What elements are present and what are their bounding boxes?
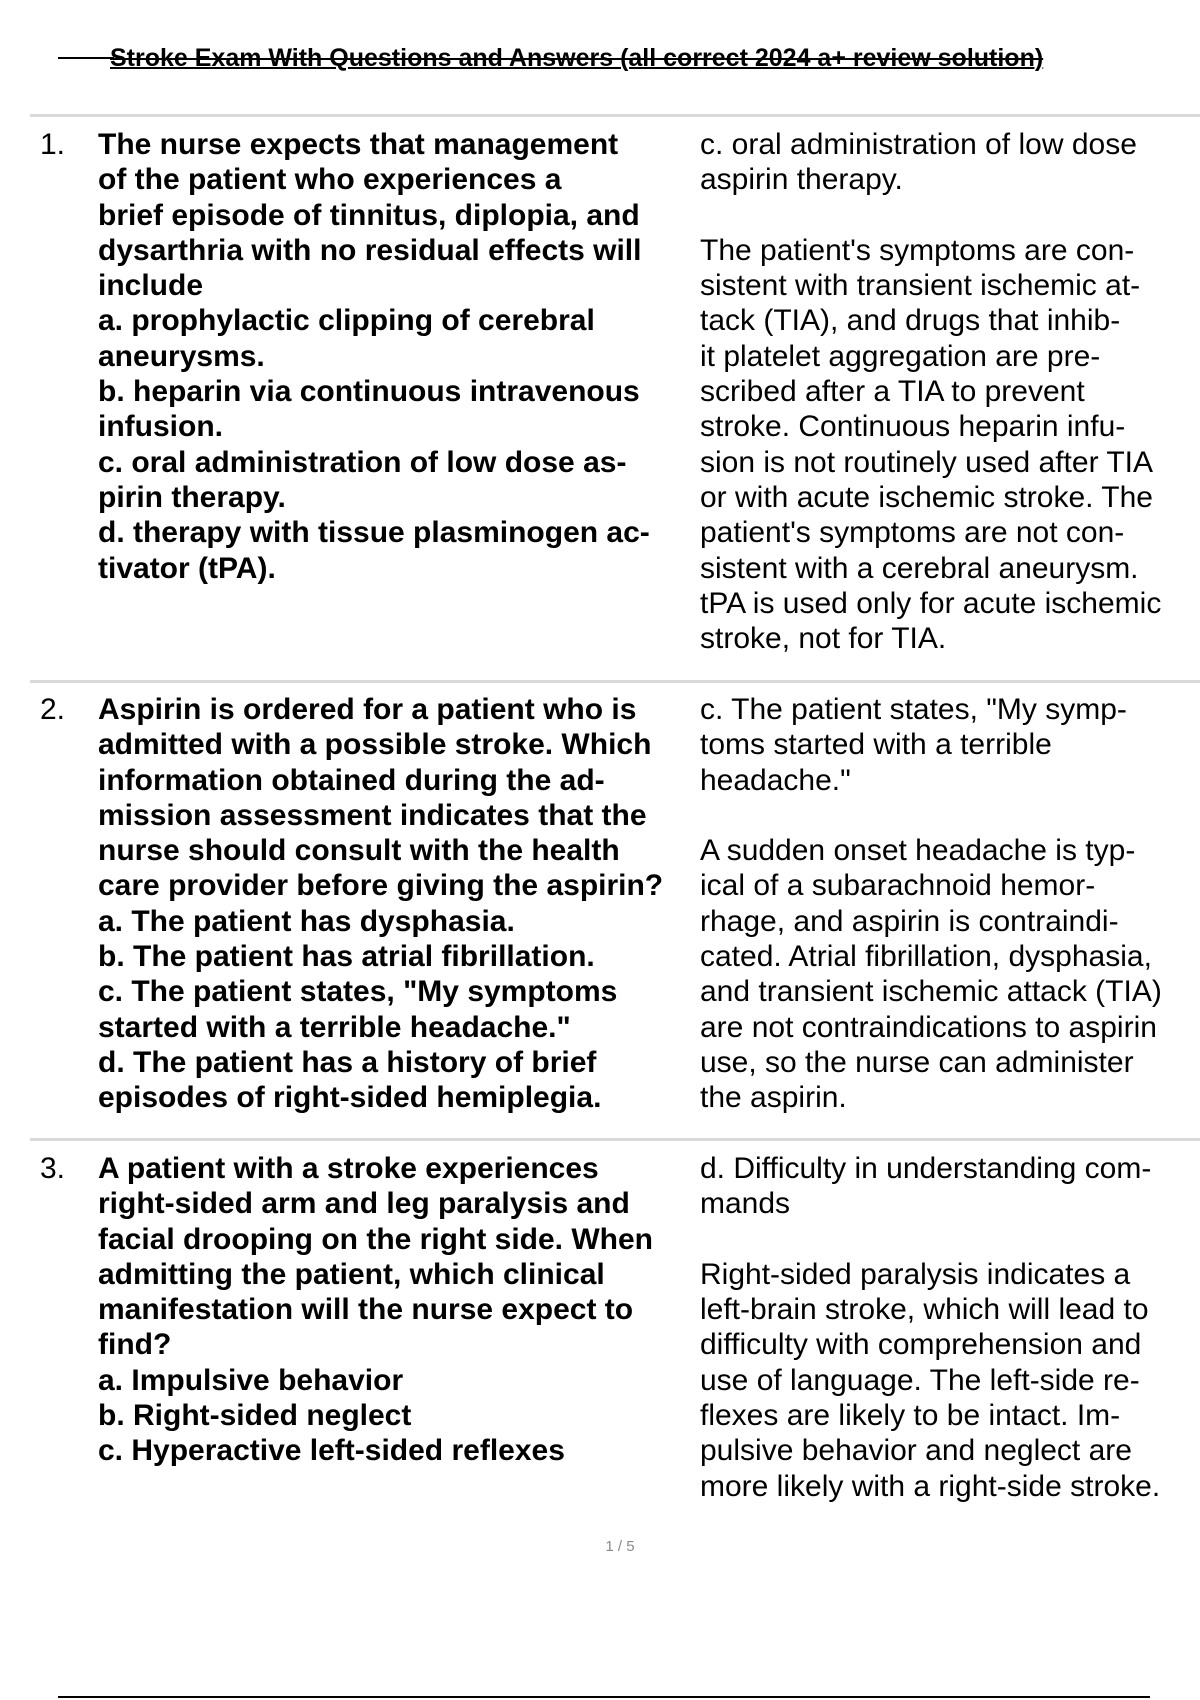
answer-text: c. The patient states, "My symp- toms started with a terrible headache." A sudden onset headache is typ- ical of a subarachnoid hemor- rhage, and aspirin is contraindi- cated. Atrial fibrillation, dysphasia, and transient ischemic attack (TIA) are not contraindications to aspirin use, so the nurse can administer the aspirin. — [700, 693, 1162, 1115]
row-divider — [30, 1138, 1200, 1141]
footer-rule — [58, 1696, 1150, 1698]
row-divider — [30, 680, 1200, 683]
answer-text: c. oral administration of low dose aspirin therapy. The patient's symptoms are con- sistent with transient ischemic at- tack (TIA), and drugs that inhib- it platelet aggregation are pre- scribed after a TIA to prevent stroke. Continuous heparin infu- sion is not routinely used after TIA or with acute ischemic stroke. The patient's symptoms are not con- sistent with a cerebral aneurysm. tPA is used only for acute ischemic stroke, not for TIA. — [700, 128, 1162, 656]
question-text: The nurse expects that management of the patient who experiences a brief episode of tinnitus, diplopia, and dysarthria with no residual effects will include a. prophylactic clipping of cerebral aneurysms. b. heparin via continuous intravenous infusion. c. oral administration of low dose as- pirin therapy. d. therapy with tissue plasminogen ac- tivator (tPA). — [98, 128, 650, 585]
question-number: 1. — [40, 128, 66, 161]
answer-text: d. Difficulty in understanding com- mands Right-sided paralysis indicates a left-brain stroke, which will lead to difficulty with comprehension and use of language. The left-side re- flexes are likely to be intact. Im- pulsive behavior and neglect are more likely with a right-side stroke. — [700, 1152, 1161, 1503]
page-number: 1 / 5 — [605, 1538, 635, 1555]
question-text: Aspirin is ordered for a patient who is admitted with a possible stroke. Which information obtained during the ad- mission assessment indicates that the nurse should consult with the health care provider before giving the aspirin? a. The patient has dysphasia. b. The patient has atrial fibrillation. c. The patient states, "My symptoms started with a terrible headache." d. The patient has a history of brief episodes of right-sided hemiplegia. — [98, 693, 664, 1115]
question-number: 2. — [40, 693, 66, 726]
question-number: 3. — [40, 1152, 66, 1185]
page-title: Stroke Exam With Questions and Answers (all correct 2024 a+ review solution) — [110, 44, 1044, 72]
row-divider — [30, 114, 1200, 117]
question-text: A patient with a stroke experiences right-sided arm and leg paralysis and facial drooping on the right side. When admitting the patient, which clinical manifestation will the nurse expect to find? a. Impulsive behavior b. Right-sided neglect c. Hyperactive left-sided reflexes — [98, 1152, 653, 1468]
title-rule — [58, 57, 114, 59]
